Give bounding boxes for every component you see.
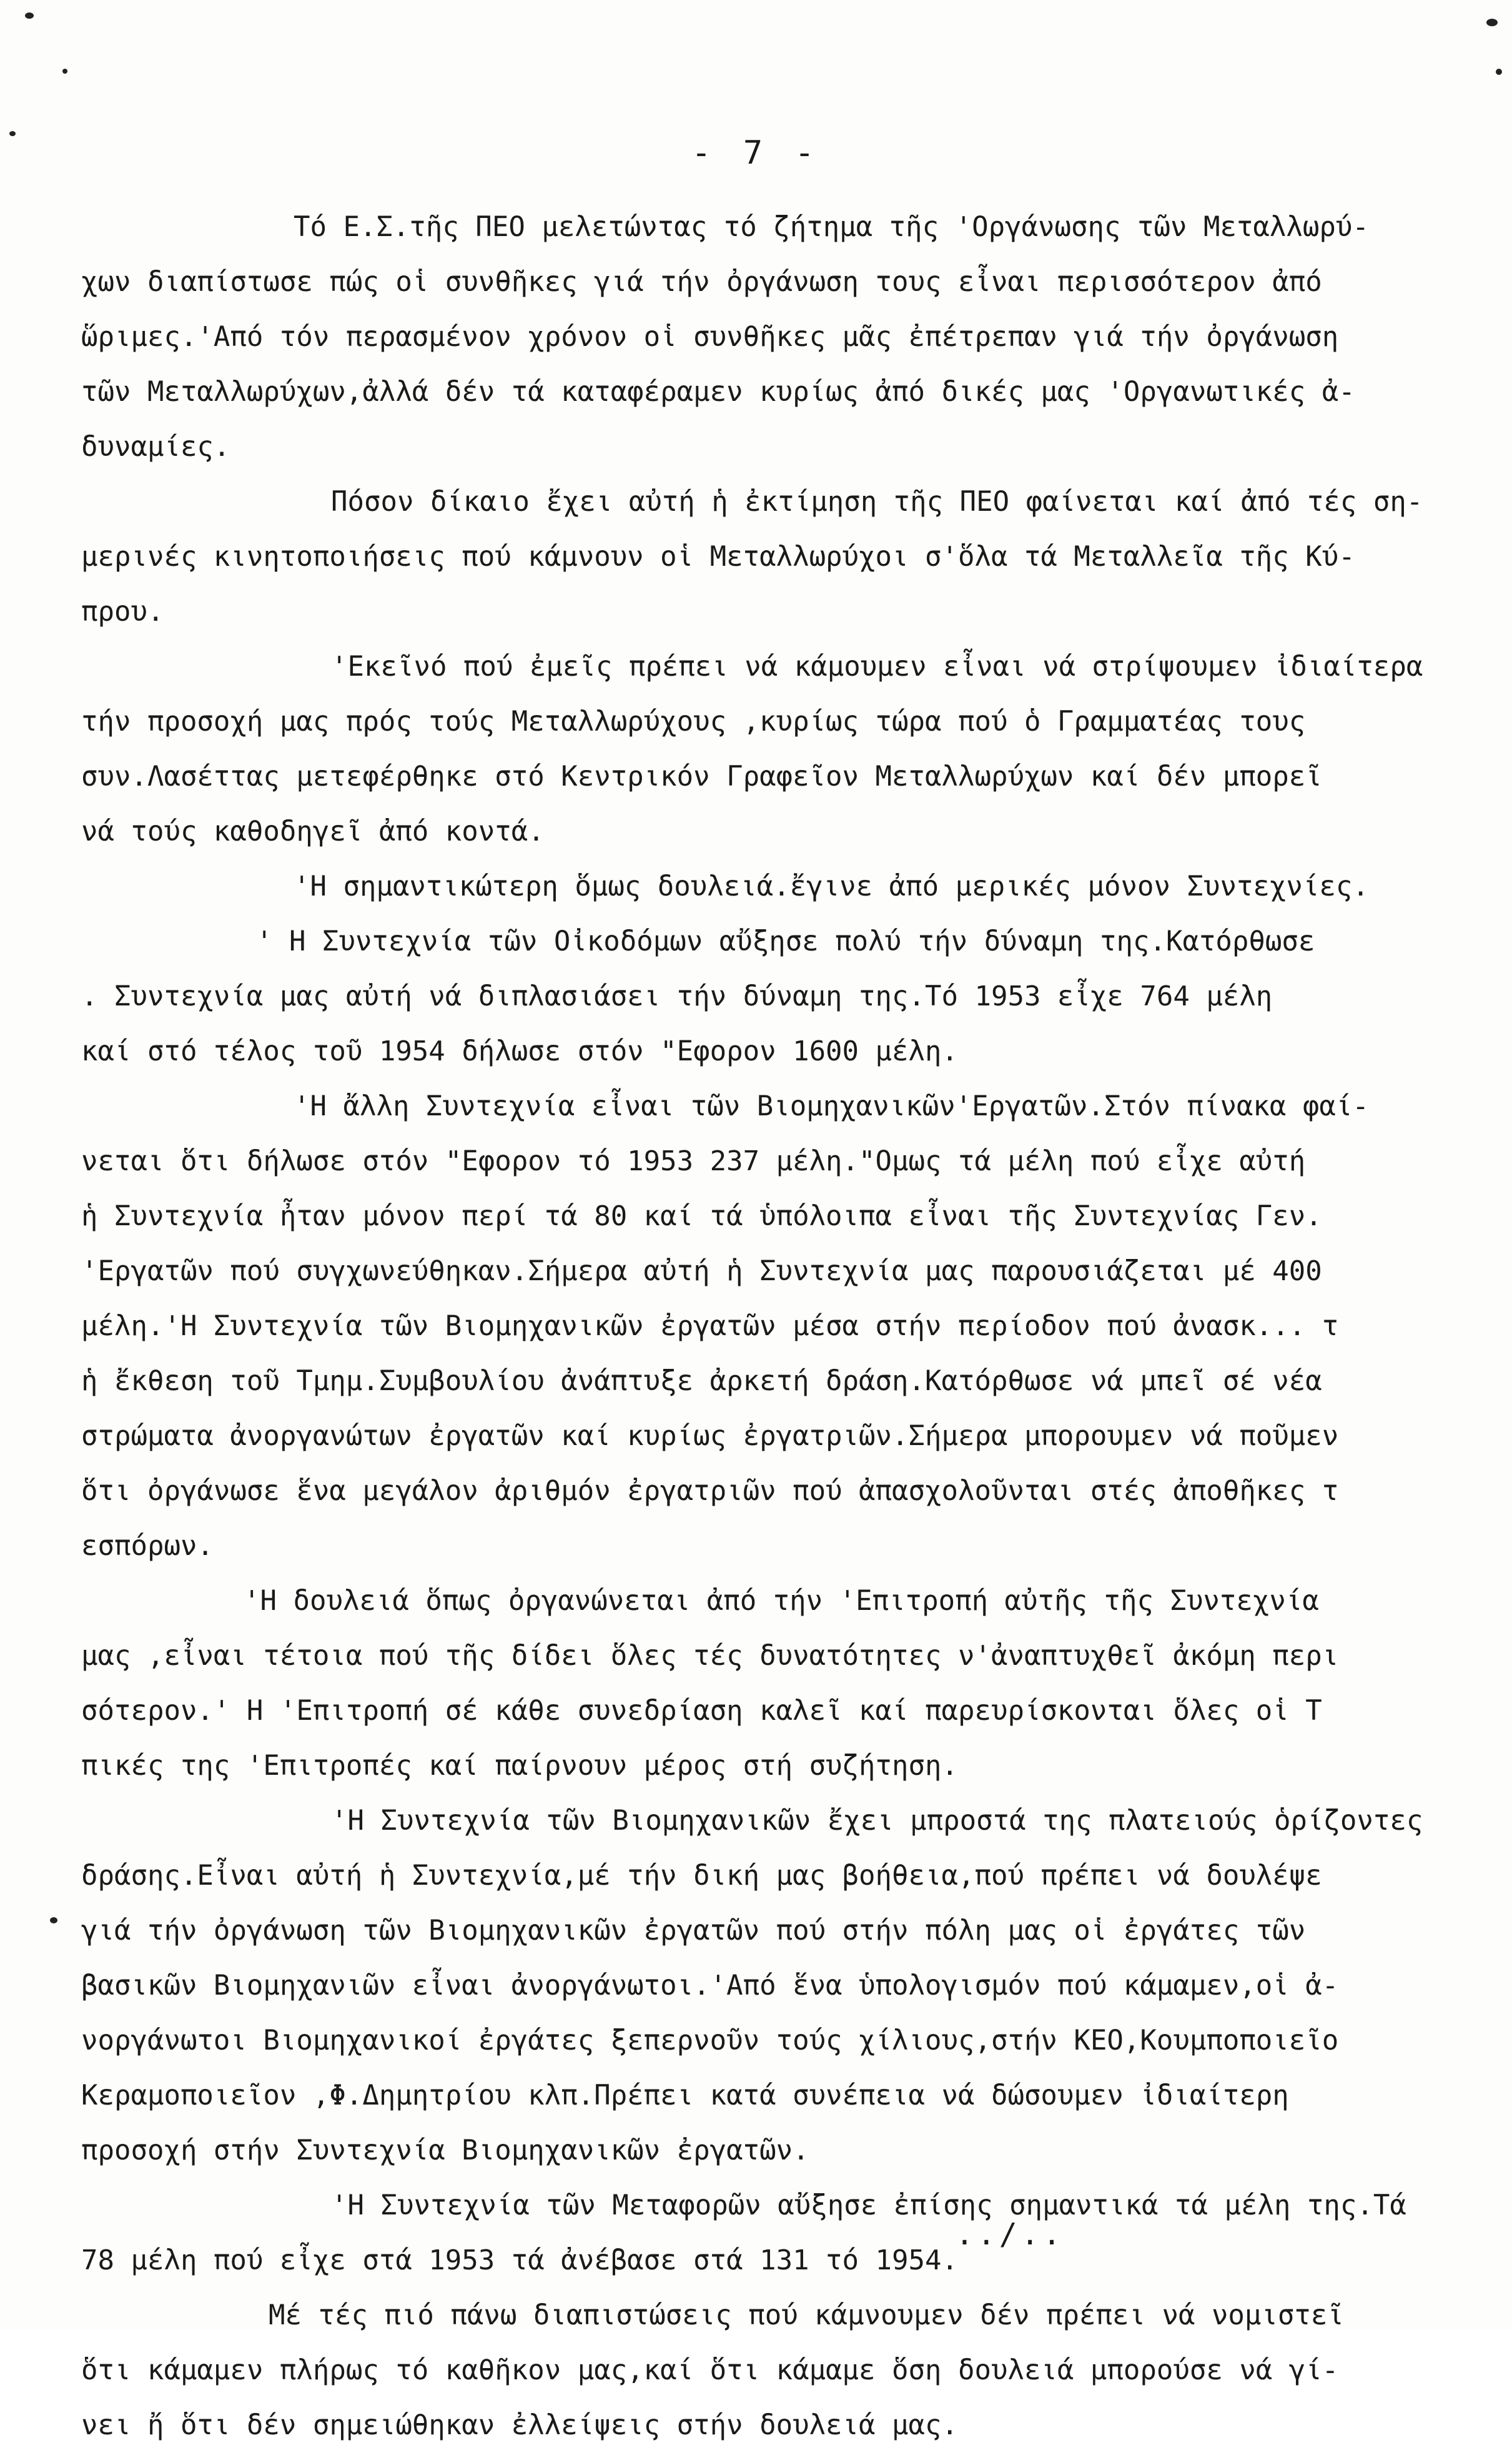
text-line: βασικῶν Βιομηχανιῶν εἶναι ἀνοργάνωτοι.'Από ἕνα ὑπολογισμόν πού κάμαμεν,οἱ ἀ- — [81, 1970, 1339, 2001]
text-line: 'Η Συντεχνία τῶν Μεταφορῶν αὔξησε ἐπίσης σημαντικά τά μέλη της.Τά — [331, 2189, 1406, 2221]
text-line: ἡ Συντεχνία ἦταν μόνον περί τά 80 καί τά ὑπόλοιπα εἶναι τῆς Συντεχνίας Γεν. — [81, 1200, 1322, 1232]
text-line: ὅτι ὀργάνωσε ἕνα μεγάλον ἀριθμόν ἐργατριῶν πού ἀπασχολοῦνται στές ἀποθῆκες τ — [81, 1475, 1339, 1507]
scan-speck — [1486, 19, 1498, 26]
text-line: πρου. — [81, 596, 164, 628]
body-text — [81, 200, 1493, 2453]
text-line: εσπόρων. — [81, 1530, 214, 1562]
text-line: μέλη.'Η Συντεχνία τῶν Βιομηχανικῶν ἐργατῶν μέσα στήν περίοδον πού ἀνασκ... τ — [81, 1310, 1339, 1342]
text-line: 'Εργατῶν πού συγχωνεύθηκαν.Σήμερα αὐτή ἡ Συντεχνία μας παρουσιάζεται μέ 400 — [81, 1255, 1322, 1287]
text-line: γιά τήν ὀργάνωση τῶν Βιομηχανικῶν ἐργατῶν πού στήν πόλη μας οἱ ἐργάτες τῶν — [81, 1915, 1306, 1947]
text-line: νά τούς καθοδηγεῖ ἀπό κοντά. — [81, 816, 545, 847]
text-line: τήν προσοχή μας πρός τούς Μεταλλωρύχους ,κυρίως τώρα πού ὁ Γραμματέας τους — [81, 706, 1306, 738]
text-line: . Συντεχνία μας αὐτή νά διπλασιάσει τήν δύναμη της.Τό 1953 εἶχε 764 μέλη — [81, 980, 1273, 1012]
text-line: μας ,εἶναι τέτοια πού τῆς δίδει ὅλες τές δυνατότητες ν'ἀναπτυχθεῖ ἀκόμη περι — [81, 1640, 1339, 1672]
text-line: συν.Λασέττας μετεφέρθηκε στό Κεντρικόν Γραφεῖον Μεταλλωρύχων καί δέν μπορεῖ — [81, 761, 1322, 792]
text-line: στρώματα ἀνοργανώτων ἐργατῶν καί κυρίως ἐργατριῶν.Σήμερα μπορουμεν νά ποῦμεν — [81, 1420, 1339, 1452]
scan-speck — [50, 1917, 57, 1923]
text-line: τῶν Μεταλλωρύχων,ἀλλά δέν τά καταφέραμεν κυρίως ἀπό δικές μας 'Οργανωτικές ἀ- — [81, 376, 1355, 408]
text-line: πικές της 'Επιτροπές καί παίρνουν μέρος στή συζήτηση. — [81, 1750, 958, 1782]
scan-speck — [62, 69, 67, 74]
text-line: Μέ τές πιό πάνω διαπιστώσεις πού κάμνουμεν δέν πρέπει νά νομιστεῖ — [269, 2299, 1344, 2331]
scan-speck — [1496, 69, 1502, 75]
text-line: 'Η ἄλλη Συντεχνία εἶναι τῶν Βιομηχανικῶν'Εργατῶν.Στόν πίνακα φαί- — [294, 1090, 1369, 1122]
text-line: σότερον.' Η 'Επιτροπή σέ κάθε συνεδρίαση καλεῖ καί παρευρίσκονται ὅλες οἱ Τ — [81, 1695, 1322, 1727]
text-line: νει ἤ ὅτι δέν σημειώθηκαν ἐλλείψεις στήν δουλειά μας. — [81, 2409, 958, 2441]
text-line: 78 μέλη πού εἶχε στά 1953 τά ἀνέβασε στά 131 τό 1954. — [81, 2244, 958, 2276]
text-line: Τό Ε.Σ.τῆς ΠΕΟ μελετώντας τό ζήτημα τῆς 'Οργάνωσης τῶν Μεταλλωρύ- — [294, 211, 1369, 243]
text-line: ὅτι κάμαμεν πλήρως τό καθῆκον μας,καί ὅτι κάμαμε ὅση δουλειά μπορούσε νά γί- — [81, 2354, 1339, 2386]
text-line: ὥριμες.'Από τόν περασμένον χρόνον οἱ συνθῆκες μᾶς ἐπέτρεπαν γιά τήν ὀργάνωση — [81, 321, 1339, 353]
text-line: 'Η δουλειά ὅπως ὀργανώνεται ἀπό τήν 'Επιτροπή αὐτῆς τῆς Συντεχνία — [244, 1585, 1319, 1617]
text-line: νοργάνωτοι Βιομηχανικοί ἐργάτες ξεπερνοῦν τούς χίλιους,στήν ΚΕΟ,Κουμποποιεῖο — [81, 2025, 1339, 2056]
text-line: ἡ ἔκθεση τοῦ Τμημ.Συμβουλίου ἀνάπτυξε ἀρκετή δράση.Κατόρθωσε νά μπεῖ σέ νέα — [81, 1365, 1322, 1397]
text-line: μερινές κινητοποιήσεις πού κάμνουν οἱ Μεταλλωρύχοι σ'ὅλα τά Μεταλλεῖα τῆς Κύ- — [81, 541, 1355, 573]
text-line: Κεραμοποιεῖον ,Φ.Δημητρίου κλπ.Πρέπει κατά συνέπεια νά δώσουμεν ἰδιαίτερη — [81, 2080, 1289, 2111]
text-line: 'Η Συντεχνία τῶν Βιομηχανικῶν ἔχει μπροστά της πλατειούς ὁρίζοντες — [331, 1805, 1423, 1837]
text-line: ' Η Συντεχνία τῶν Οἰκοδόμων αὔξησε πολύ τήν δύναμη της.Κατόρθωσε — [256, 925, 1315, 957]
continuation-mark: ../.. — [956, 2217, 1065, 2252]
text-line: χων διαπίστωσε πώς οἱ συνθῆκες γιά τήν ὀργάνωση τους εἶναι περισσότερον ἀπό — [81, 266, 1322, 298]
text-line: νεται ὅτι δήλωσε στόν "Εφορον τό 1953 237 μέλη."Ομως τά μέλη πού εἶχε αὐτή — [81, 1145, 1306, 1177]
text-line: Πόσον δίκαιο ἔχει αὐτή ἡ ἐκτίμηση τῆς ΠΕΟ φαίνεται καί ἀπό τές ση- — [331, 486, 1423, 518]
text-line: προσοχή στήν Συντεχνία Βιομηχανικῶν ἐργατῶν. — [81, 2135, 809, 2166]
text-line: δυναμίες. — [81, 431, 230, 463]
text-line: 'Η σημαντικώτερη ὅμως δουλειά.ἔγινε ἀπό μερικές μόνον Συντεχνίες. — [294, 871, 1369, 902]
scan-speck — [25, 12, 34, 19]
text-line: δράσης.Εἶναι αὐτή ἡ Συντεχνία,μέ τήν δική μας βοήθεια,πού πρέπει νά δουλέψε — [81, 1860, 1322, 1892]
text-line: 'Εκεῖνό πού ἐμεῖς πρέπει νά κάμουμεν εἶναι νά στρίψουμεν ἰδιαίτερα — [331, 651, 1423, 683]
page-number: - 7 - — [691, 134, 821, 172]
text-line: καί στό τέλος τοῦ 1954 δήλωσε στόν "Εφορον 1600 μέλη. — [81, 1035, 958, 1067]
